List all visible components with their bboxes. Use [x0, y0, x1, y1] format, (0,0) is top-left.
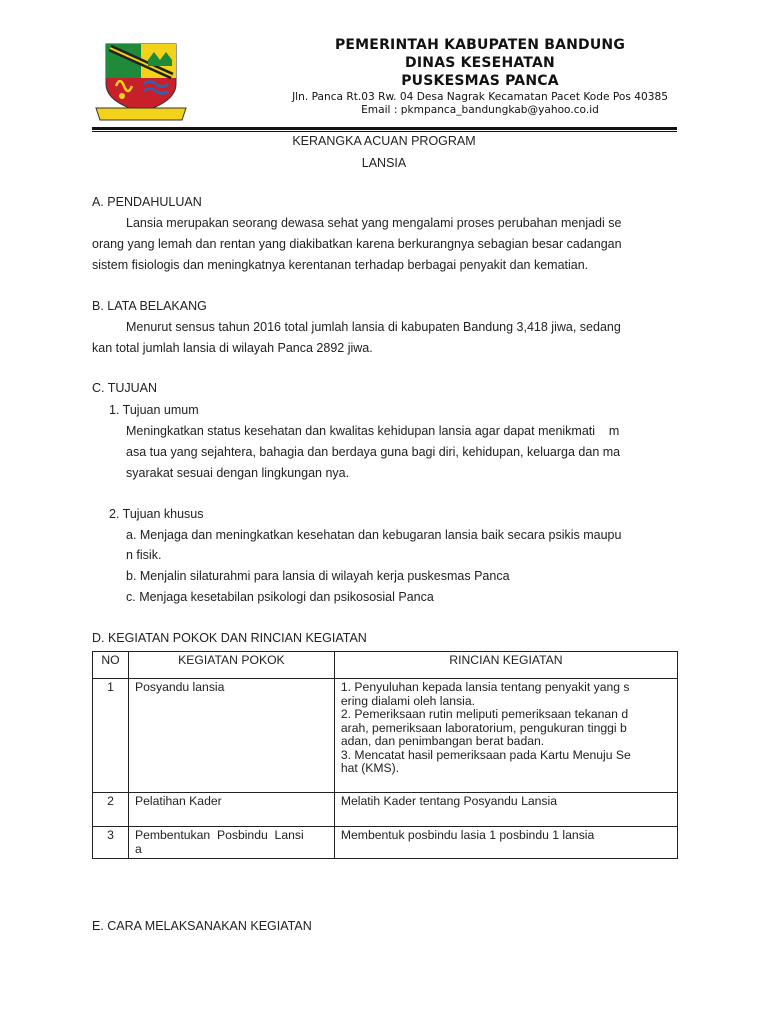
column-header-no: NO	[93, 652, 129, 679]
row-number: 2	[93, 793, 129, 827]
tujuan-umum-heading: 1. Tujuan umum	[109, 403, 199, 417]
letterhead-address: Jln. Panca Rt.03 Rw. 04 Desa Nagrak Kecamatan Pacet Kode Pos 40385	[292, 91, 668, 103]
section-c-heading: C. TUJUAN	[92, 381, 158, 395]
rincian-line: ering dialami oleh lansia.	[340, 693, 476, 708]
section-a-heading: A. PENDAHULUAN	[92, 195, 202, 209]
table-row	[93, 827, 678, 859]
column-header-kegiatan-pokok: KEGIATAN POKOK	[128, 652, 334, 679]
section-a-line-3: sistem fisiologis dan meningkatnya kerentanan terhadap berbagai penyakit dan kematian.	[92, 258, 589, 272]
kegiatan-pokok-line: Pembentukan Posbindu Lansi	[134, 828, 304, 842]
tujuan-khusus-heading: 2. Tujuan khusus	[109, 507, 204, 521]
section-b-line-2: kan total jumlah lansia di wilayah Panca 2892 jiwa.	[92, 341, 373, 355]
tujuan-umum-line-2: asa tua yang sejahtera, bahagia dan berdaya guna bagi diri, kehidupan, keluarga dan ma	[126, 445, 621, 459]
rincian-line: 1. Penyuluhan kepada lansia tentang penyakit yang s	[340, 680, 630, 694]
document-title: KERANGKA ACUAN PROGRAM	[292, 134, 476, 148]
rincian-line: hat (KMS).	[340, 761, 400, 775]
rincian-line: arah, pemeriksaan laboratorium, pengukuran tinggi b	[340, 720, 627, 735]
document-subtitle: LANSIA	[361, 156, 407, 170]
tujuan-khusus-line-3: b. Menjalin silaturahmi para lansia di wilayah kerja puskesmas Panca	[126, 569, 510, 583]
section-b-heading: B. LATA BELAKANG	[92, 299, 207, 313]
rincian-kegiatan-cell	[334, 679, 677, 793]
kegiatan-pokok-cell: Pelatihan Kader	[128, 793, 334, 827]
letterhead-email: Email : pkmpanca_bandungkab@yahoo.co.id	[361, 104, 599, 116]
row-number: 3	[93, 827, 129, 859]
table-header-row	[93, 652, 678, 679]
section-a-line-1: Lansia merupakan seorang dewasa sehat yang mengalami proses perubahan menjadi se	[126, 216, 622, 230]
tujuan-umum-line-3: syarakat sesuai dengan lingkungan nya.	[126, 466, 350, 480]
row-number: 1	[93, 679, 129, 793]
kegiatan-pokok-cell: Posyandu lansia	[128, 679, 334, 793]
tujuan-khusus-line-4: c. Menjaga kesetabilan psikologi dan psikososial Panca	[126, 590, 434, 604]
rincian-kegiatan-cell: Membentuk posbindu lasia 1 posbindu 1 lansia	[334, 827, 677, 859]
rincian-line: 2. Pemeriksaan rutin meliputi pemeriksaan tekanan d	[340, 707, 629, 721]
kegiatan-table	[92, 651, 678, 859]
kegiatan-pokok-line: a	[134, 841, 142, 856]
rincian-line: adan, dan penimbangan berat badan.	[340, 734, 545, 748]
rincian-line: 3. Mencatat hasil pemeriksaan pada Kartu Menuju Se	[340, 747, 631, 762]
tujuan-khusus-line-1: a. Menjaga dan meningkatkan kesehatan dan kebugaran lansia baik secara psikis maupu	[126, 528, 622, 542]
table-row	[93, 679, 678, 793]
letterhead-department-name: DINAS KESEHATAN	[405, 55, 555, 71]
letterhead-divider-thin	[92, 131, 677, 132]
kegiatan-pokok-cell	[128, 827, 334, 859]
letterhead-puskesmas-name: PUSKESMAS PANCA	[401, 73, 559, 89]
bandung-regency-crest-logo	[92, 40, 190, 122]
table-row	[93, 793, 678, 827]
tujuan-umum-line-1: Meningkatkan status kesehatan dan kwalitas kehidupan lansia agar dapat menikmati m	[126, 424, 620, 438]
column-header-rincian-kegiatan: RINCIAN KEGIATAN	[334, 652, 677, 679]
section-b-line-1: Menurut sensus tahun 2016 total jumlah lansia di kabupaten Bandung 3,418 jiwa, sedang	[126, 320, 621, 334]
letterhead-divider-thick	[92, 127, 677, 130]
section-a-line-2: orang yang lemah dan rentan yang diakibatkan karena berkurangnya sebagian besar cadangan	[92, 237, 622, 251]
tujuan-khusus-line-2: n fisik.	[126, 548, 162, 562]
letterhead-government-name: PEMERINTAH KABUPATEN BANDUNG	[334, 37, 626, 53]
rincian-kegiatan-cell: Melatih Kader tentang Posyandu Lansia	[334, 793, 677, 827]
section-d-heading: D. KEGIATAN POKOK DAN RINCIAN KEGIATAN	[92, 631, 367, 645]
section-e-heading: E. CARA MELAKSANAKAN KEGIATAN	[92, 919, 312, 933]
